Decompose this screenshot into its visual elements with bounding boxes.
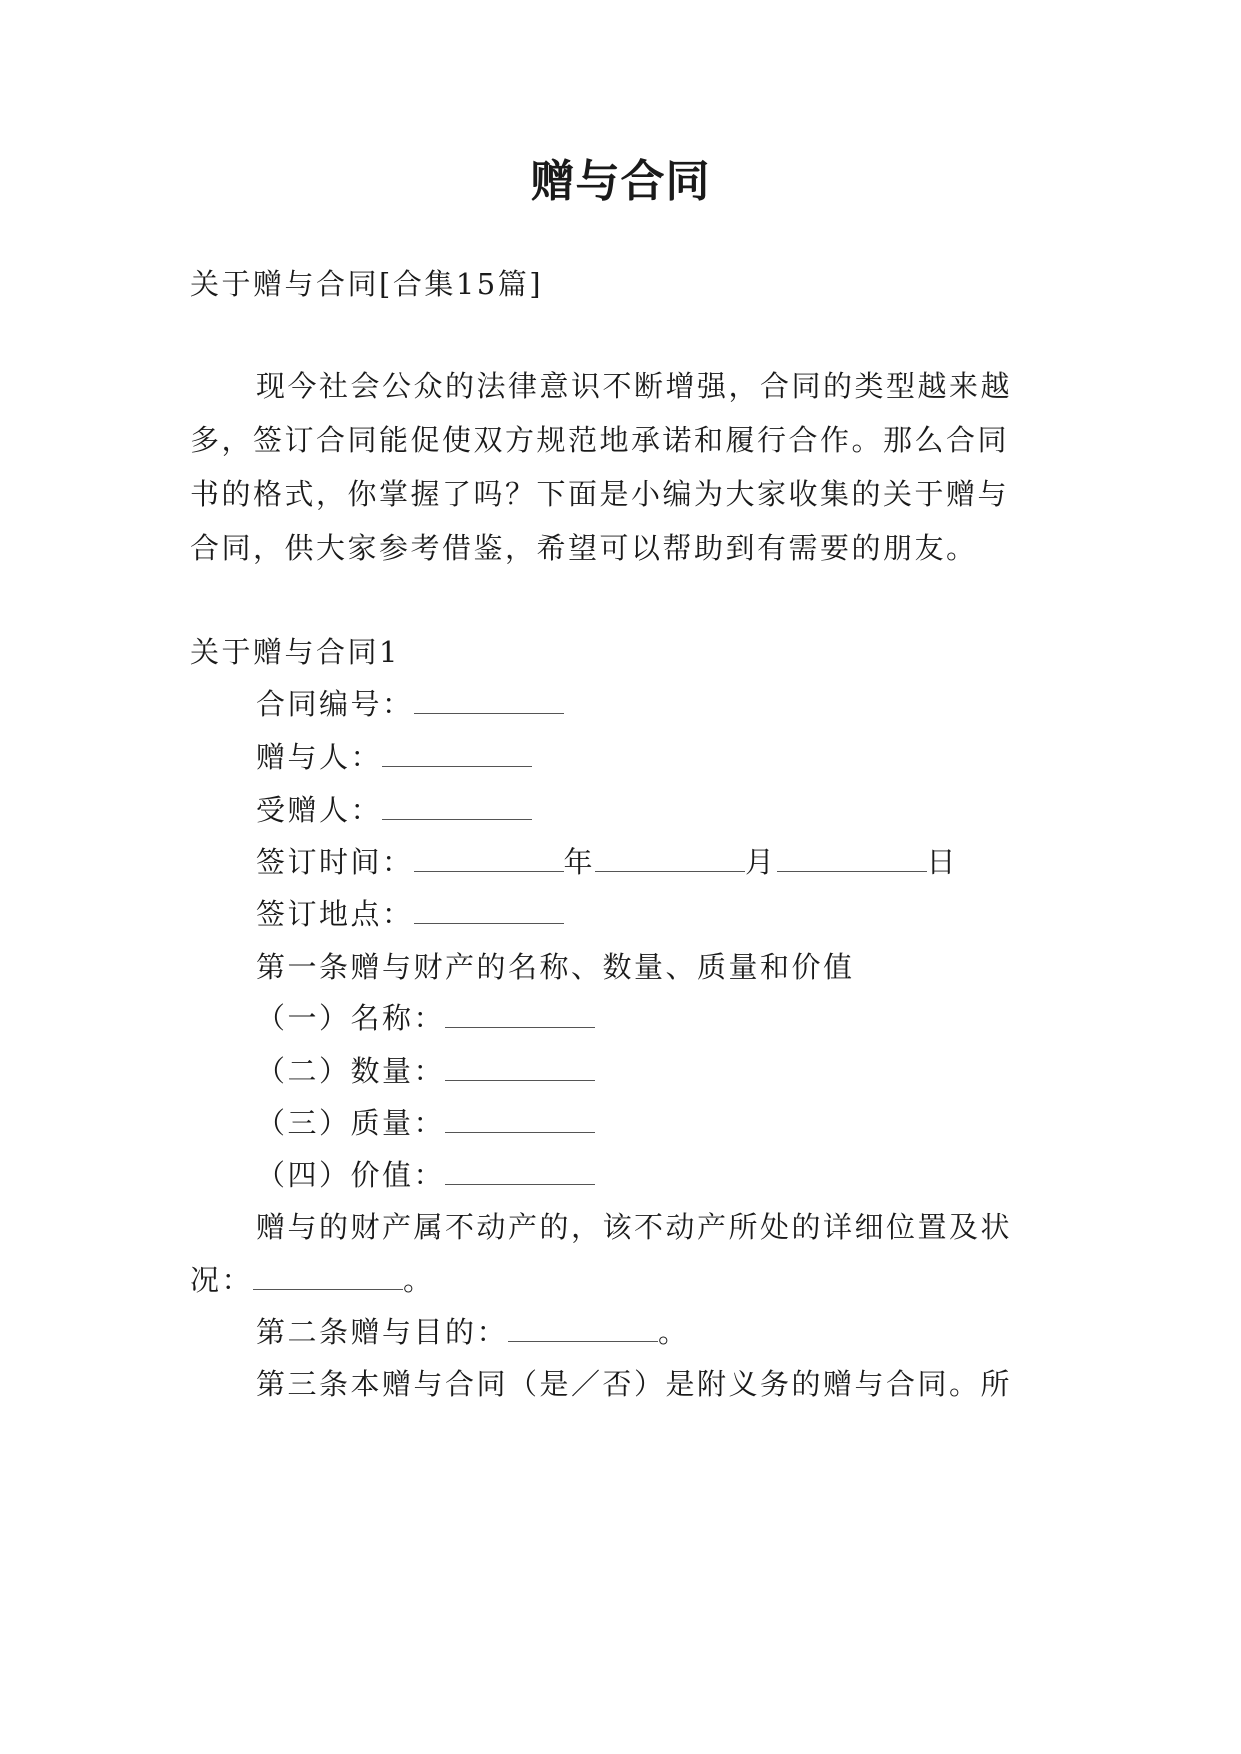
donee-blank	[382, 797, 532, 820]
sign-place-row	[256, 894, 564, 934]
intro-line-2: 多，签订合同能促使双方规范地承诺和履行合作。那么合同	[190, 423, 1010, 457]
item-value-row	[256, 1155, 595, 1195]
realestate-line-1: 赠与的财产属不动产的，该不动产所处的详细位置及状	[256, 1210, 1013, 1244]
sign-place-blank	[414, 901, 564, 924]
article-2-label: 第二条赠与目的：	[256, 1315, 509, 1349]
item-name-row	[256, 998, 595, 1038]
contract-number-row	[256, 684, 564, 724]
donee-label: 受赠人：	[256, 793, 383, 827]
document-title: 赠与合同	[530, 156, 711, 207]
item-value-blank	[445, 1162, 595, 1185]
article-3: 第三条本赠与合同（是／否）是附义务的赠与合同。所	[256, 1367, 1013, 1401]
item-quantity-label: （二）数量：	[256, 1054, 446, 1088]
day-blank	[777, 849, 927, 872]
article-1: 第一条赠与财产的名称、数量、质量和价值	[256, 950, 855, 984]
sign-place-label: 签订地点：	[256, 897, 414, 931]
item-name-blank	[445, 1005, 595, 1028]
item-quantity-blank	[445, 1058, 595, 1081]
day-label: 日	[926, 845, 959, 879]
item-value-label: （四）价值：	[256, 1158, 446, 1192]
donor-label: 赠与人：	[256, 740, 383, 774]
realestate-period: 。	[403, 1263, 435, 1297]
article-2-blank	[508, 1319, 658, 1342]
donee-row	[256, 790, 532, 830]
item-name-label: （一）名称：	[256, 1001, 446, 1035]
realestate-blank	[253, 1267, 403, 1290]
year-label: 年	[563, 845, 596, 879]
sign-time-label: 签订时间：	[256, 845, 414, 879]
sign-time-row	[256, 842, 958, 882]
realestate-prefix: 况：	[190, 1263, 254, 1297]
item-quality-label: （三）质量：	[256, 1106, 446, 1140]
article-2-period: 。	[658, 1315, 690, 1349]
section-heading: 关于赠与合同1	[190, 635, 400, 669]
item-quantity-row	[256, 1051, 595, 1091]
realestate-line-2	[190, 1260, 435, 1300]
intro-line-4: 合同，供大家参考借鉴，希望可以帮助到有需要的朋友。	[190, 531, 978, 565]
intro-line-1: 现今社会公众的法律意识不断增强，合同的类型越来越	[256, 369, 1013, 403]
donor-row	[256, 737, 532, 777]
year-blank	[414, 849, 564, 872]
contract-number-label: 合同编号：	[256, 687, 414, 721]
month-blank	[595, 849, 745, 872]
donor-blank	[382, 744, 532, 767]
item-quality-row	[256, 1103, 595, 1143]
item-quality-blank	[445, 1110, 595, 1133]
intro-line-3: 书的格式，你掌握了吗？下面是小编为大家收集的关于赠与	[190, 477, 1010, 511]
article-2-row	[256, 1312, 690, 1352]
contract-number-blank	[414, 691, 564, 714]
month-label: 月	[745, 845, 777, 879]
document-subtitle: 关于赠与合同[合集15篇]	[190, 267, 544, 301]
